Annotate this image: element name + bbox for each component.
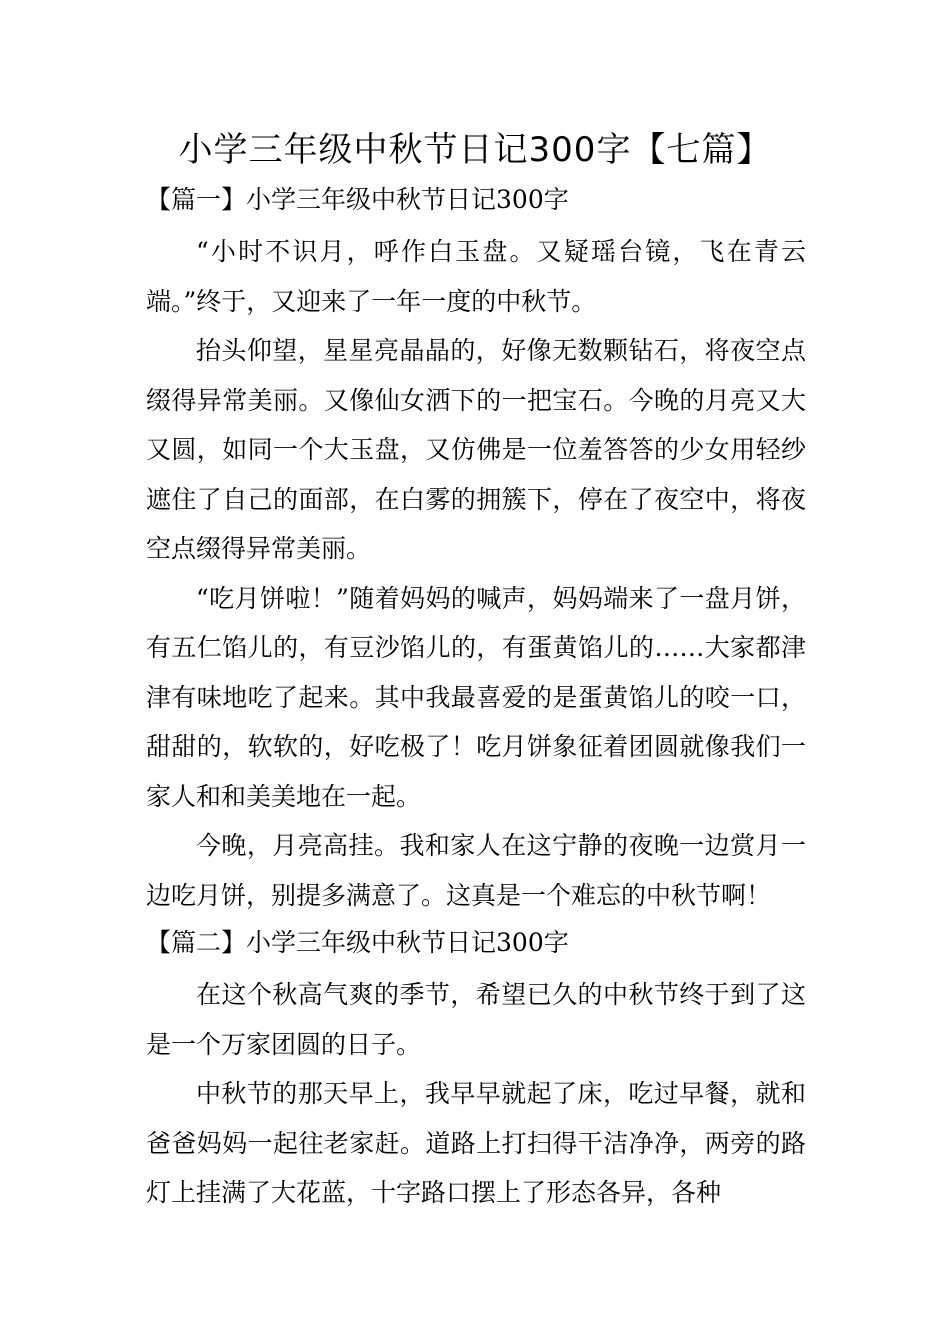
document-body (146, 177, 806, 1218)
document-title: 小学三年级中秋节日记300字【七篇】 (178, 130, 772, 170)
section-1 (146, 177, 806, 920)
paragraph: 在这个秋高气爽的季节，希望已久的中秋节终于到了这是一个万家团圆的日子。 (146, 980, 806, 1059)
section-2 (146, 920, 806, 1218)
paragraph: “吃月饼啦！”随着妈妈的喊声，妈妈端来了一盘月饼，有五仁馅儿的，有豆沙馅儿的，有蛋黄馅儿的……大家都津津有味地吃了起来。其中我最喜爱的是蛋黄馅儿的咬一口，甜甜的，软软的，好吃极了！吃月饼象征着团圆就像我们一家人和和美美地在一起。 (146, 583, 806, 811)
section-heading: 【篇二】小学三年级中秋节日记300字 (146, 928, 569, 957)
section-heading: 【篇一】小学三年级中秋节日记300字 (146, 185, 569, 214)
paragraph: “小时不识月，呼作白玉盘。又疑瑶台镜，飞在青云端。”终于，又迎来了一年一度的中秋节。 (146, 237, 806, 316)
paragraph: 中秋节的那天早上，我早早就起了床，吃过早餐，就和爸爸妈妈一起往老家赶。道路上打扫得干洁净净，两旁的路灯上挂满了大花蓝，十字路口摆上了形态各异，各种 (146, 1079, 806, 1207)
paragraph: 抬头仰望，星星亮晶晶的，好像无数颗钻石，将夜空点缀得异常美丽。又像仙女洒下的一把宝石。今晚的月亮又大又圆，如同一个大玉盘，又仿佛是一位羞答答的少女用轻纱遮住了自己的面部，在白雾的拥簇下，停在了夜空中，将夜空点缀得异常美丽。 (146, 336, 806, 563)
paragraph: 今晚，月亮高挂。我和家人在这宁静的夜晚一边赏月一边吃月饼，别提多满意了。这真是一个难忘的中秋节啊！ (146, 831, 806, 910)
